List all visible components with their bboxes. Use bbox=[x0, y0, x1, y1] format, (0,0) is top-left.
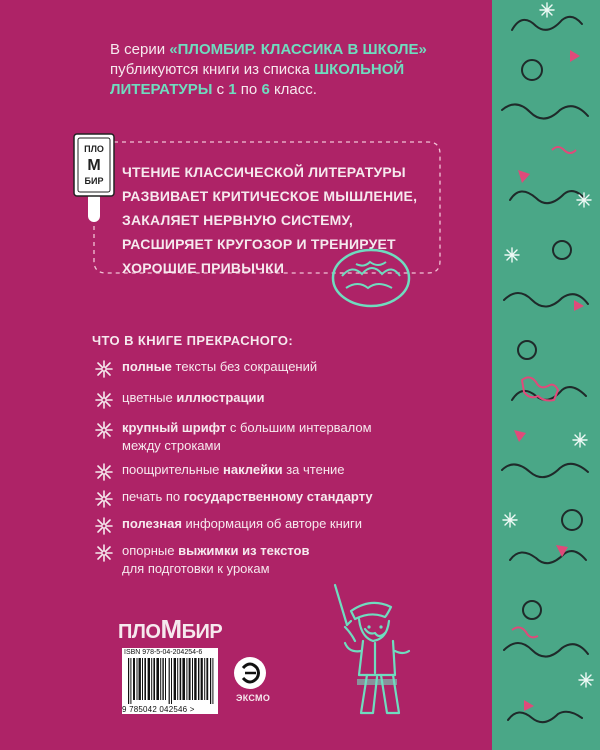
school-literature: ШКОЛЬНОЙ ЛИТЕРАТУРЫ bbox=[110, 61, 405, 98]
grade-from: 1 bbox=[228, 81, 237, 98]
feature-text: с большим интервалом bbox=[226, 420, 372, 435]
brand-part: М bbox=[160, 614, 182, 644]
feature-text: поощрительные bbox=[122, 462, 224, 477]
feature-text: для подготовки к урокам bbox=[122, 561, 270, 576]
feature-text: цветные bbox=[122, 390, 177, 405]
feature-text: информация об авторе книги bbox=[181, 516, 363, 531]
snowflake-icon bbox=[94, 516, 114, 536]
isbn-barcode bbox=[122, 648, 218, 714]
feature-bold: иллюстрации bbox=[176, 390, 265, 405]
logo-line-1: ПЛО bbox=[84, 144, 104, 154]
feature-bold: наклейки bbox=[223, 462, 283, 477]
intro-text: класс. bbox=[269, 81, 317, 98]
feature-bold: полные bbox=[122, 359, 172, 374]
feature-bold: государственному стандарту bbox=[183, 489, 373, 504]
brand-logo bbox=[118, 614, 222, 645]
snowflake-icon bbox=[94, 462, 114, 482]
barcode-digits: 9 785042 042546 > bbox=[122, 705, 195, 714]
snowflake-icon bbox=[94, 420, 114, 440]
pattern-illustration bbox=[492, 0, 600, 750]
snowflake-icon bbox=[94, 543, 114, 563]
feature-text: за чтение bbox=[282, 462, 345, 477]
intro-text: В серии bbox=[110, 41, 170, 58]
publisher-name: ЭКСМО bbox=[236, 693, 271, 703]
series-name: «ПЛОМБИР. КЛАССИКА В ШКОЛЕ» bbox=[169, 41, 427, 58]
bubble-line: РАЗВИВАЕТ КРИТИЧЕСКОЕ МЫШЛЕНИЕ, bbox=[122, 188, 418, 204]
logo-line-2: М bbox=[87, 157, 101, 174]
feature-bold: выжимки из текстов bbox=[178, 543, 310, 558]
feature-text: печать по bbox=[122, 489, 184, 504]
snowflake-icon bbox=[94, 359, 114, 379]
feature-text: между строками bbox=[122, 438, 221, 453]
eksmo-logo-icon bbox=[232, 654, 268, 692]
bubble-line: ЗАКАЛЯЕТ НЕРВНУЮ СИСТЕМУ, bbox=[122, 212, 353, 228]
section-title: ЧТО В КНИГЕ ПРЕКРАСНОГО: bbox=[92, 333, 294, 348]
bubble-line: ЧТЕНИЕ КЛАССИЧЕСКОЙ ЛИТЕРАТУРЫ bbox=[122, 164, 406, 180]
feature-text: опорные bbox=[122, 543, 179, 558]
bubble-line: ХОРОШИЕ ПРИВЫЧКИ bbox=[122, 260, 285, 276]
walnut-icon bbox=[328, 246, 414, 310]
isbn-number: ISBN 978-5-04-204254-6 bbox=[124, 649, 203, 656]
feature-bold: полезная bbox=[122, 516, 182, 531]
intro-text: публикуются книги из списка bbox=[110, 61, 315, 78]
series-intro bbox=[110, 40, 440, 100]
intro-text: по bbox=[236, 81, 262, 98]
popsicle-book-icon bbox=[72, 132, 118, 224]
snowflake-icon bbox=[94, 489, 114, 509]
brand-part: ПЛО bbox=[118, 621, 161, 643]
logo-line-3: БИР bbox=[84, 176, 104, 186]
snowflake-icon bbox=[94, 390, 114, 410]
pirate-illustration bbox=[305, 575, 425, 725]
bubble-line: РАСШИРЯЕТ КРУГОЗОР И ТРЕНИРУЕТ bbox=[122, 236, 396, 252]
grade-to: 6 bbox=[261, 81, 270, 98]
feature-text: тексты без сокращений bbox=[171, 359, 318, 374]
feature-bold: крупный шрифт bbox=[122, 420, 227, 435]
barcode-icon bbox=[128, 658, 214, 704]
pattern-strip bbox=[492, 0, 600, 750]
brand-part: БИР bbox=[181, 621, 223, 643]
intro-text: с bbox=[212, 81, 229, 98]
